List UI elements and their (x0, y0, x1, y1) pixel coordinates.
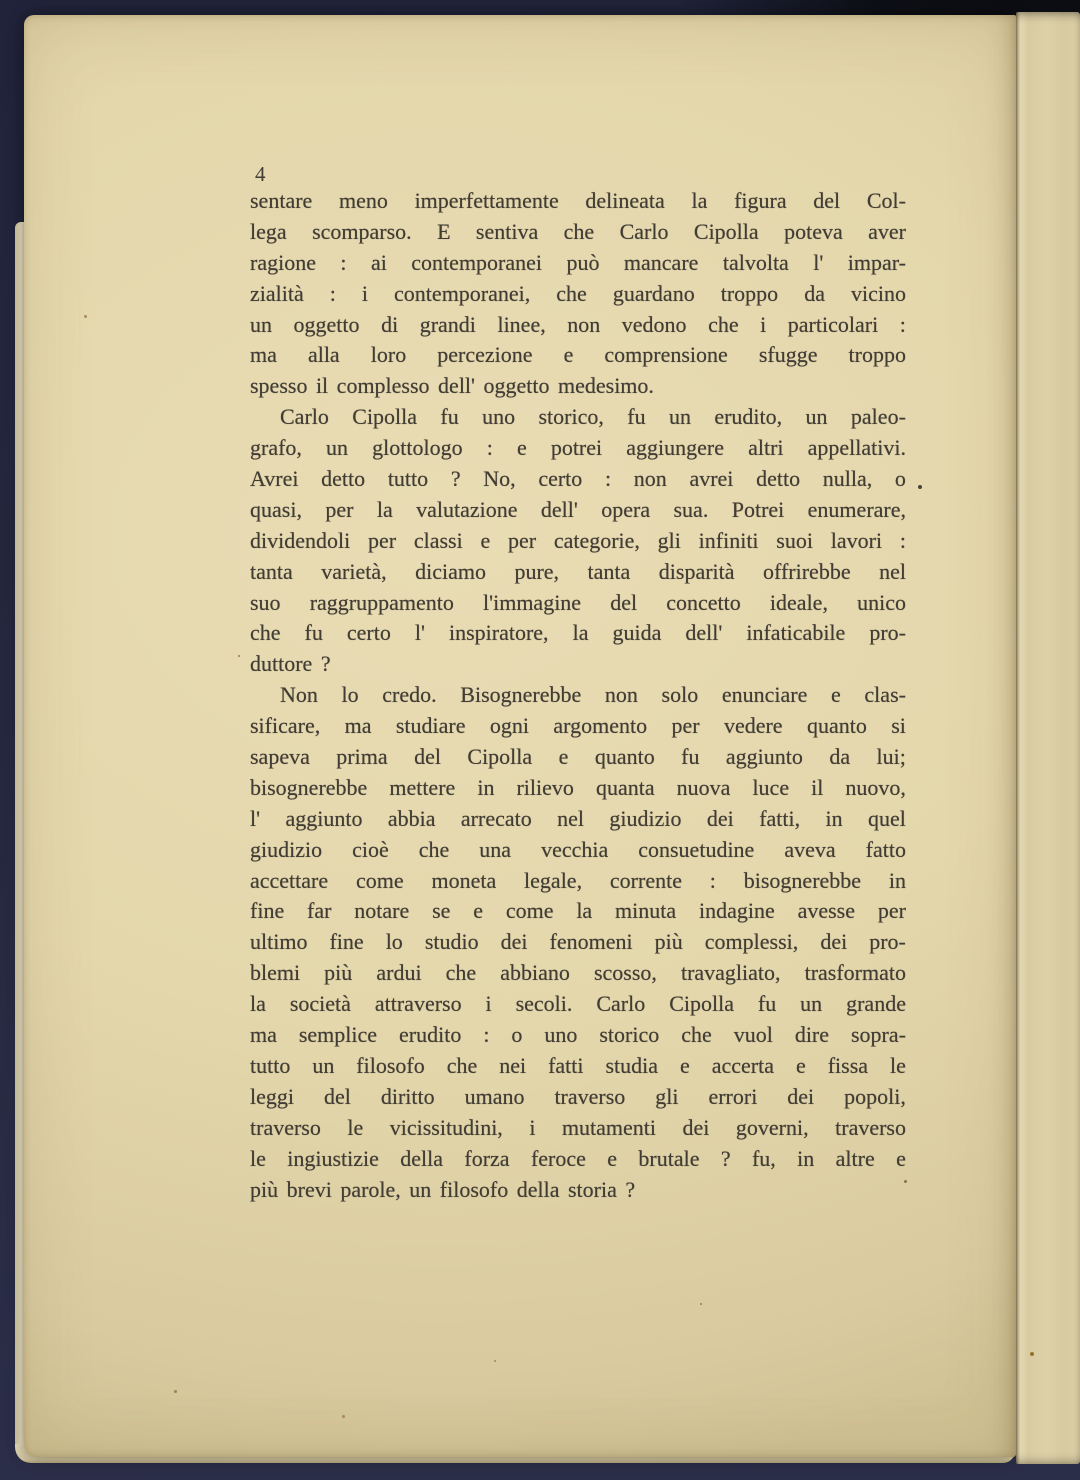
text-line: Non lo credo. Bisognerebbe non solo enunciare e clas- (280, 682, 906, 708)
paragraph (250, 402, 906, 680)
page-text (250, 186, 906, 1205)
paragraph (250, 186, 906, 402)
paper-speck (700, 1303, 702, 1305)
paper-speck (174, 1390, 177, 1393)
text-line: leggi del diritto umano traverso gli errori dei popoli, (250, 1083, 906, 1109)
text-line: un oggetto di grandi linee, non vedono che i particolari : (250, 311, 906, 337)
text-line: tanta varietà, diciamo pure, tanta disparità offrirebbe nel (250, 558, 906, 584)
text-line: blemi più ardui che abbiano scosso, travagliato, trasformato (250, 960, 906, 986)
text-line: le ingiustizie della forza feroce e brutale ? fu, in altre e (250, 1145, 906, 1171)
text-line: fine far notare se e come la minuta indagine avesse per (250, 898, 906, 924)
text-line: dividendoli per classi e per categorie, gli infiniti suoi lavori : (250, 527, 906, 553)
text-line: Carlo Cipolla fu uno storico, fu un erudito, un paleo- (280, 404, 906, 430)
text-line: grafo, un glottologo : e potrei aggiungere altri appellativi. (250, 435, 906, 461)
text-line: ma alla loro percezione e comprensione sfugge troppo (250, 342, 906, 368)
text-line: suo raggruppamento l'immagine del concetto ideale, unico (250, 589, 906, 615)
text-line: ultimo fine lo studio dei fenomeni più complessi, dei pro- (250, 929, 906, 955)
paragraph (250, 680, 906, 1205)
text-line: quasi, per la valutazione dell' opera sua. Potrei enumerare, (250, 496, 906, 522)
paper-speck (494, 1360, 496, 1362)
page-stack-edge (1016, 12, 1080, 1464)
text-line: duttore ? (250, 651, 331, 677)
text-line: Avrei detto tutto ? No, certo : non avrei detto nulla, o (250, 466, 906, 492)
text-line: la società attraverso i secoli. Carlo Cipolla fu un grande (250, 991, 906, 1017)
text-line: sapeva prima del Cipolla e quanto fu aggiunto da lui; (250, 744, 906, 770)
text-line: tutto un filosofo che nei fatti studia e accerta e fissa le (250, 1052, 906, 1078)
text-line: giudizio cioè che una vecchia consuetudine aveva fatto (250, 836, 906, 862)
paper-speck (1030, 1352, 1034, 1356)
text-line: ma semplice erudito : o uno storico che vuol dire sopra- (250, 1022, 906, 1048)
text-line: sentare meno imperfettamente delineata la figura del Col- (250, 188, 906, 213)
text-line: accettare come moneta legale, corrente : bisognerebbe in (250, 867, 906, 893)
paper-speck (918, 485, 922, 489)
text-line: zialità : i contemporanei, che guardano troppo da vicino (250, 280, 906, 306)
paper-speck (84, 315, 87, 318)
text-line: che fu certo l' inspiratore, la guida dell' infaticabile pro- (250, 620, 906, 646)
text-line: traverso le vicissitudini, i mutamenti dei governi, traverso (250, 1114, 906, 1140)
text-line: sificare, ma studiare ogni argomento per vedere quanto si (250, 713, 906, 739)
text-line: ragione : ai contemporanei può mancare talvolta l' impar- (250, 249, 906, 275)
text-line: bisognerebbe mettere in rilievo quanta nuova luce il nuovo, (250, 774, 906, 800)
text-line: spesso il complesso dell' oggetto medesimo. (250, 373, 654, 399)
text-line: l' aggiunto abbia arrecato nel giudizio dei fatti, in quel (250, 805, 906, 831)
paper-speck (238, 655, 240, 657)
text-line: lega scomparso. E sentiva che Carlo Cipolla poteva aver (250, 218, 906, 244)
book-page (24, 15, 1016, 1457)
paper-speck (904, 1180, 907, 1183)
page-number: 4 (255, 162, 266, 186)
text-line: più brevi parole, un filosofo della storia ? (250, 1176, 636, 1202)
paper-speck (342, 1415, 345, 1418)
